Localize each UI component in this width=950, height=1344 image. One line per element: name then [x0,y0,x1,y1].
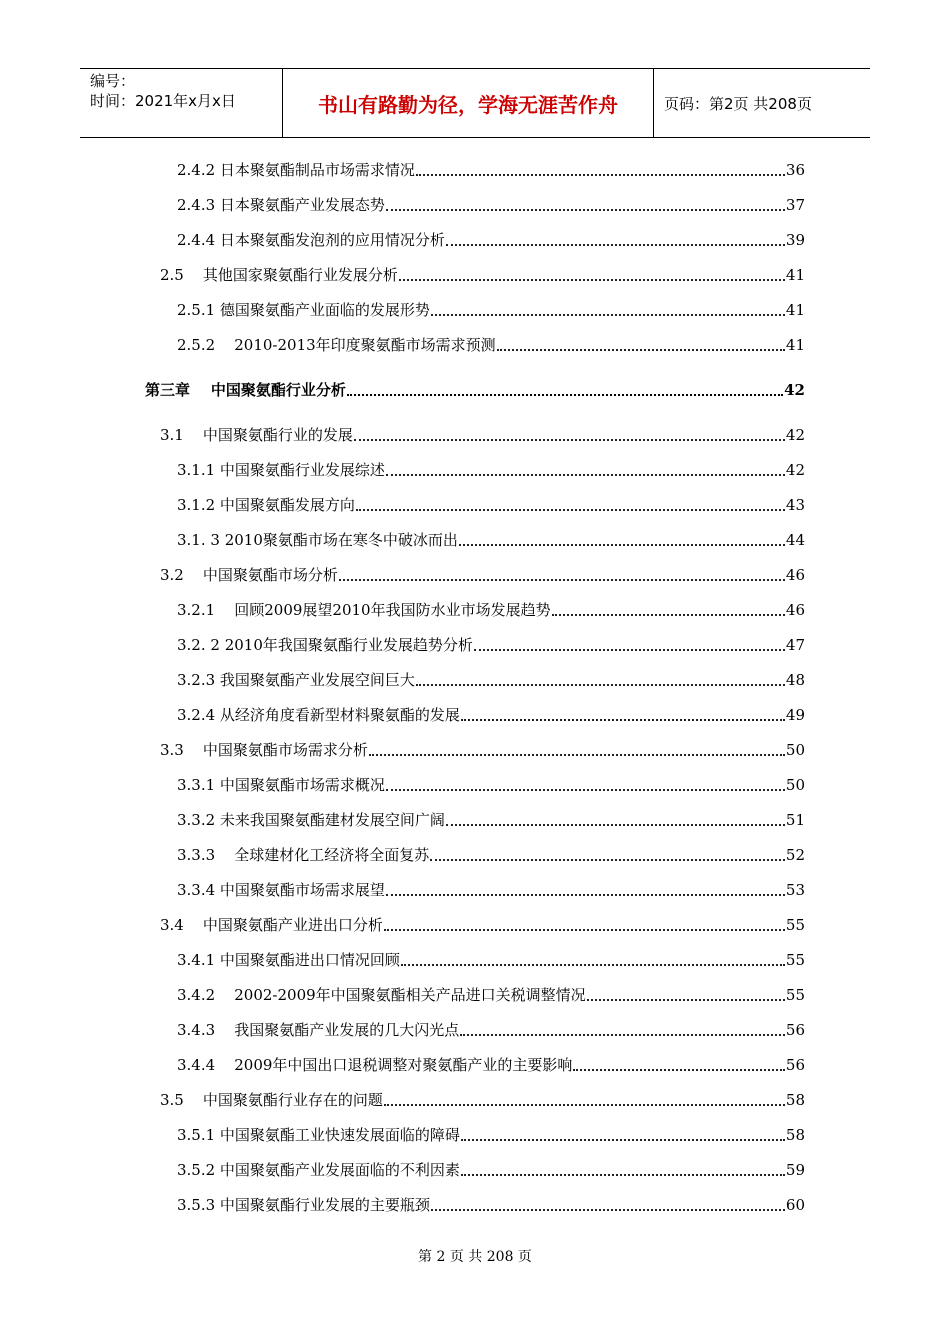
toc-entry-page: 55 [785,986,805,1004]
toc-dot-leader [369,754,785,756]
page-header [80,68,870,138]
toc-entry-page: 41 [785,336,805,354]
toc-dot-leader [573,1069,784,1071]
toc-entry-page: 52 [785,846,805,864]
toc-dot-leader [386,209,785,211]
toc-entry[interactable] [177,1158,805,1180]
toc-dot-leader [399,279,785,281]
toc-dot-leader [459,544,785,546]
toc-entry-title: 3.5.1 中国聚氨酯工业快速发展面临的障碍 [177,1126,460,1144]
toc-entry-title: 3.5 中国聚氨酯行业存在的问题 [160,1091,383,1109]
toc-entry-page: 37 [785,196,805,214]
toc-entry[interactable] [177,1123,805,1145]
toc-entry[interactable] [177,1193,805,1215]
toc-entry-title: 3.4.4 2009年中国出口退税调整对聚氨酯产业的主要影响 [177,1056,573,1074]
toc-entry[interactable] [177,703,805,725]
toc-entry-page: 56 [785,1021,805,1039]
toc-entry[interactable] [177,228,805,250]
toc-entry-title: 3.4 中国聚氨酯产业进出口分析 [160,916,383,934]
toc-dot-leader [446,244,785,246]
toc-entry-title: 3.1.1 中国聚氨酯行业发展综述 [177,461,385,479]
document-date-label: 时间：2021年x月x日 [90,92,236,110]
toc-entry-title: 3.3.2 未来我国聚氨酯建材发展空间广阔 [177,811,445,829]
toc-dot-leader [461,1139,785,1141]
toc-entry[interactable] [177,493,805,515]
document-number-label: 编号： [90,72,136,90]
toc-entry-title: 3.3.3 全球建材化工经济将全面复苏 [177,846,430,864]
toc-entry-title: 3.1. 3 2010聚氨酯市场在寒冬中破冰而出 [177,531,458,549]
toc-dot-leader [431,314,785,316]
toc-entry-title: 3.5.2 中国聚氨酯产业发展面临的不利因素 [177,1161,460,1179]
toc-entry-page: 55 [785,951,805,969]
toc-entry[interactable] [177,983,805,1005]
toc-entry-title: 3.1 中国聚氨酯行业的发展 [160,426,353,444]
toc-dot-leader [354,439,785,441]
toc-entry[interactable] [177,843,805,865]
toc-entry-page: 50 [785,776,805,794]
toc-chapter-entry[interactable] [145,378,805,400]
toc-entry-title: 2.4.4 日本聚氨酯发泡剂的应用情况分析 [177,231,445,249]
toc-entry-page: 43 [785,496,805,514]
toc-entry[interactable] [160,738,805,760]
toc-entry[interactable] [177,528,805,550]
toc-entry-page: 49 [785,706,805,724]
toc-dot-leader [461,719,785,721]
toc-entry[interactable] [177,808,805,830]
toc-entry-title: 3.4.1 中国聚氨酯进出口情况回顾 [177,951,400,969]
toc-entry[interactable] [177,1018,805,1040]
toc-entry-title: 3.2.1 回顾2009展望2010年我国防水业市场发展趋势 [177,601,551,619]
toc-entry-page: 46 [785,566,805,584]
toc-dot-leader [384,1104,785,1106]
toc-entry-title: 3.2.4 从经济角度看新型材料聚氨酯的发展 [177,706,460,724]
toc-entry-page: 36 [785,161,805,179]
toc-entry-title: 2.5 其他国家聚氨酯行业发展分析 [160,266,398,284]
header-page-number: 页码：第2页 共208页 [664,94,812,113]
toc-dot-leader [446,824,785,826]
toc-dot-leader [552,614,785,616]
toc-entry-page: 58 [785,1091,805,1109]
toc-dot-leader [401,964,785,966]
toc-entry[interactable] [160,1088,805,1110]
toc-entry[interactable] [177,333,805,355]
toc-entry[interactable] [177,1053,805,1075]
toc-entry-title: 3.2.3 我国聚氨酯产业发展空间巨大 [177,671,415,689]
toc-entry-title: 3.2. 2 2010年我国聚氨酯行业发展趋势分析 [177,636,473,654]
header-left-cell [80,69,282,137]
toc-entry-page: 59 [785,1161,805,1179]
toc-entry-title: 第三章 中国聚氨酯行业分析 [145,381,346,399]
toc-entry-title: 3.3.1 中国聚氨酯市场需求概况 [177,776,385,794]
header-motto: 书山有路勤为径，学海无涯苦作舟 [282,69,654,137]
toc-entry-title: 3.3.4 中国聚氨酯市场需求展望 [177,881,385,899]
page-footer: 第 2 页 共 208 页 [418,1249,532,1265]
toc-entry-title: 3.4.2 2002-2009年中国聚氨酯相关产品进口关税调整情况 [177,986,586,1004]
toc-entry-page: 56 [785,1056,805,1074]
toc-entry-page: 58 [785,1126,805,1144]
toc-entry-title: 2.5.2 2010-2013年印度聚氨酯市场需求预测 [177,336,496,354]
toc-entry[interactable] [177,878,805,900]
toc-dot-leader [430,859,785,861]
toc-entry[interactable] [177,948,805,970]
toc-dot-leader [587,999,785,1001]
toc-entry-page: 53 [785,881,805,899]
toc-dot-leader [416,174,785,176]
toc-entry-page: 42 [785,426,805,444]
toc-entry-page: 55 [785,916,805,934]
toc-entry[interactable] [160,263,805,285]
toc-entry-title: 2.4.3 日本聚氨酯产业发展态势 [177,196,385,214]
toc-entry[interactable] [177,193,805,215]
toc-entry-title: 3.3 中国聚氨酯市场需求分析 [160,741,368,759]
toc-entry-page: 51 [785,811,805,829]
toc-entry[interactable] [160,913,805,935]
toc-entry-page: 44 [785,531,805,549]
toc-entry[interactable] [160,563,805,585]
toc-entry-page: 39 [785,231,805,249]
toc-entry-page: 50 [785,741,805,759]
toc-entry-page: 41 [785,266,805,284]
toc-entry-title: 3.1.2 中国聚氨酯发展方向 [177,496,355,514]
toc-entry[interactable] [177,773,805,795]
toc-dot-leader [339,579,785,581]
toc-dot-leader [431,1209,785,1211]
toc-entry-page: 60 [785,1196,805,1214]
toc-entry[interactable] [177,633,805,655]
toc-entry-title: 2.5.1 德国聚氨酯产业面临的发展形势 [177,301,430,319]
toc-entry[interactable] [177,598,805,620]
toc-entry-title: 3.4.3 我国聚氨酯产业发展的几大闪光点 [177,1021,460,1039]
toc-dot-leader [386,474,785,476]
toc-dot-leader [461,1174,785,1176]
toc-entry[interactable] [160,423,805,445]
toc-entry-page: 48 [785,671,805,689]
toc-entry[interactable] [177,458,805,480]
toc-entry[interactable] [177,298,805,320]
toc-dot-leader [384,929,785,931]
toc-entry-page: 46 [785,601,805,619]
toc-dot-leader [416,684,785,686]
toc-entry-page: 42 [784,381,805,399]
toc-dot-leader [386,894,785,896]
toc-entry[interactable] [177,158,805,180]
toc-entry[interactable] [177,668,805,690]
toc-dot-leader [356,509,785,511]
toc-entry-page: 47 [785,636,805,654]
toc-entry-page: 42 [785,461,805,479]
toc-entry-title: 2.4.2 日本聚氨酯制品市场需求情况 [177,161,415,179]
toc-entry-title: 3.5.3 中国聚氨酯行业发展的主要瓶颈 [177,1196,430,1214]
toc-dot-leader [460,1034,785,1036]
toc-dot-leader [347,394,783,396]
toc-dot-leader [497,349,785,351]
toc-dot-leader [386,789,785,791]
toc-dot-leader [474,649,785,651]
toc-entry-title: 3.2 中国聚氨酯市场分析 [160,566,338,584]
toc-entry-page: 41 [785,301,805,319]
